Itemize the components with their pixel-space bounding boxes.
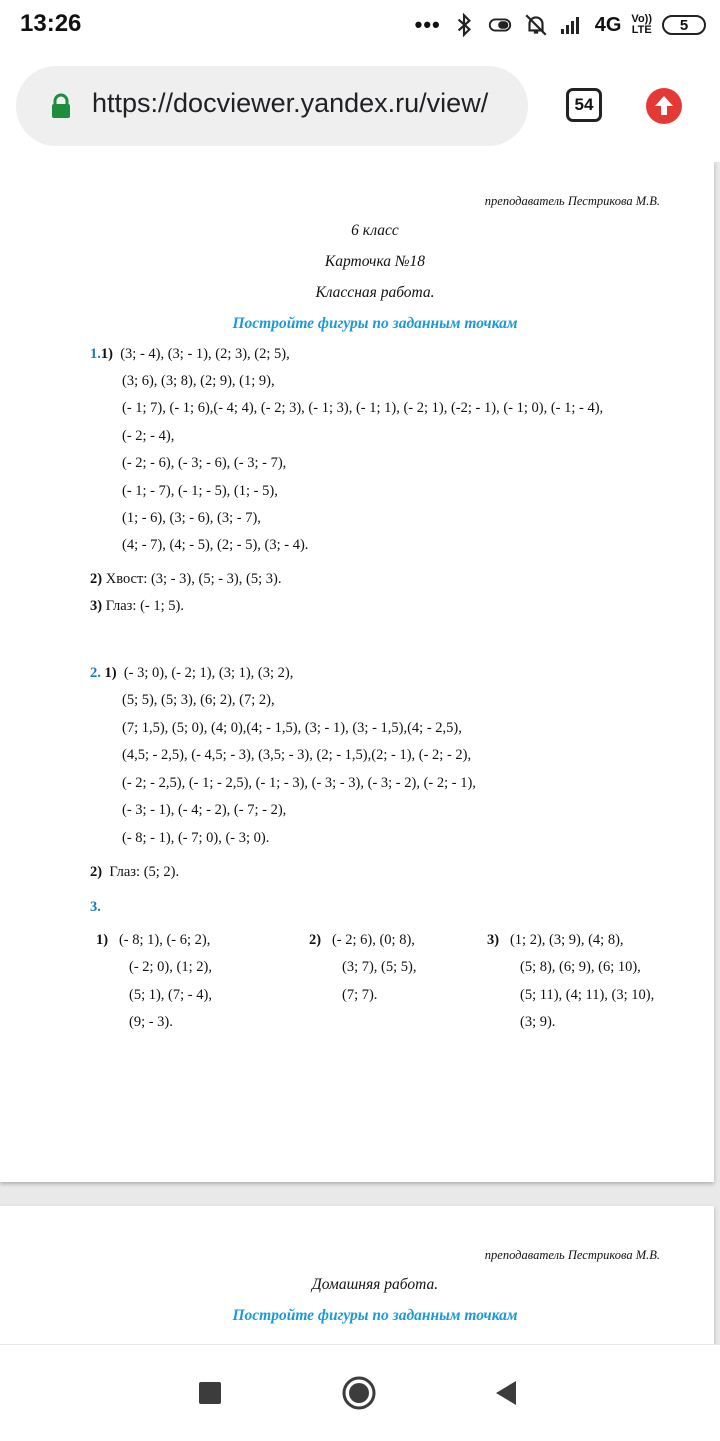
task2-line-7: (- 8; - 1), (- 7; 0), (- 3; 0). xyxy=(122,830,270,846)
status-icons xyxy=(415,10,706,40)
volte-top: Vo)) xyxy=(631,13,652,25)
battery-level: 5 xyxy=(679,16,689,34)
task1-points: (3; - 4), (3; - 1), (2; 3), (2; 5), xyxy=(120,346,290,362)
task1-sub2-label: 2) xyxy=(90,571,103,587)
task3-col1-line-4: (9; - 3). xyxy=(129,1014,173,1030)
task1-sub3-label: 3) xyxy=(90,598,103,614)
task2-line-6: (- 3; - 1), (- 4; - 2), (- 7; - 2), xyxy=(122,802,287,818)
battery-icon xyxy=(662,15,706,35)
task2-sub2-label: 2) xyxy=(90,864,103,880)
task3-col2-line-1 xyxy=(309,932,415,949)
task3-col1-label: 1) xyxy=(96,932,109,948)
task1-tail-text: Хвост: (3; - 3), (5; - 3), (5; 3). xyxy=(105,571,282,587)
task2-points: (- 3; 0), (- 2; 1), (3; 1), (3; 2), xyxy=(123,665,294,681)
task1-eye xyxy=(90,598,184,615)
task1-sub1-label: 1) xyxy=(100,346,113,362)
mute-bell-icon xyxy=(523,12,549,38)
url-text[interactable]: https://docviewer.yandex.ru/view/ xyxy=(92,88,489,118)
task3-col2-line-3: (7; 7). xyxy=(342,987,378,1003)
grade-label: 6 класс xyxy=(351,222,399,239)
task1-tail xyxy=(90,571,281,588)
task1-line-3: (- 1; 7), (- 1; 6),(- 4; 4), (- 2; 3), (- 1; 3), (- 1; 1), (- 2; 1), (-2; - 1), (- 1; 0), (- 1; - 4), xyxy=(122,400,604,416)
volte-bottom: LTE xyxy=(631,24,652,36)
tab-count: 54 xyxy=(574,95,594,114)
task2-line-5: (- 2; - 2,5), (- 1; - 2,5), (- 1; - 3), (- 3; - 3), (- 3; - 2), (- 2; - 1), xyxy=(122,775,476,791)
lock-icon xyxy=(50,93,72,119)
task2-eye-text: Глаз: (5; 2). xyxy=(109,864,180,880)
homework-label: Домашняя работа. xyxy=(311,1276,439,1293)
network-type: 4G xyxy=(594,13,622,36)
status-bar xyxy=(0,0,720,52)
signal-icon xyxy=(559,12,585,38)
task3-col1-points: (- 8; 1), (- 6; 2), xyxy=(118,932,211,948)
browser-toolbar xyxy=(0,52,720,162)
task1-line-8: (4; - 7), (4; - 5), (2; - 5), (3; - 4). xyxy=(122,537,309,553)
task3-number-text: 3. xyxy=(90,899,101,915)
document-page-1 xyxy=(0,162,714,1182)
task3-col3-line-2: (5; 8), (6; 9), (6; 10), xyxy=(520,959,641,975)
task-title-page2: Постройте фигуры по заданным точкам xyxy=(232,1307,518,1324)
task2-number: 2. xyxy=(90,665,101,681)
system-nav-bar xyxy=(0,1344,720,1441)
task1-line-6: (- 1; - 7), (- 1; - 5), (1; - 5), xyxy=(122,483,278,499)
task3-col3-line-1 xyxy=(487,932,624,949)
task3-col1-line-2: (- 2; 0), (1; 2), xyxy=(129,959,212,975)
task2-sub1-label: 1) xyxy=(104,665,117,681)
task3-col1-line-1 xyxy=(96,932,210,949)
home-button[interactable] xyxy=(342,1376,376,1410)
classwork-label: Классная работа. xyxy=(315,284,435,301)
task3-col3-line-3: (5; 11), (4; 11), (3; 10), xyxy=(520,987,655,1003)
task3-col2-points: (- 2; 6), (0; 8), xyxy=(331,932,415,948)
address-bar[interactable] xyxy=(16,66,528,146)
teacher-name-page2: преподаватель Пестрикова М.В. xyxy=(484,1248,660,1262)
task1-line-5: (- 2; - 6), (- 3; - 6), (- 3; - 7), xyxy=(122,455,287,471)
task1-line-4: (- 2; - 4), xyxy=(122,428,175,444)
document-page-2 xyxy=(0,1206,714,1344)
task3-number xyxy=(90,899,101,916)
task-title: Постройте фигуры по заданным точкам xyxy=(232,315,518,332)
task3-col3-points: (1; 2), (3; 9), (4; 8), xyxy=(509,932,624,948)
task3-col2-label: 2) xyxy=(309,932,322,948)
task3-col3-line-4: (3; 9). xyxy=(520,1014,556,1030)
recent-apps-button[interactable] xyxy=(199,1382,221,1404)
teacher-name: преподаватель Пестрикова М.В. xyxy=(484,194,660,208)
task1-line-2: (3; 6), (3; 8), (2; 9), (1; 9), xyxy=(122,373,275,389)
tab-switcher-button[interactable] xyxy=(566,88,602,122)
task2-line-1 xyxy=(90,665,293,682)
task2-eye xyxy=(90,864,179,881)
task3-col3-label: 3) xyxy=(487,932,500,948)
upload-button[interactable] xyxy=(646,88,682,124)
task2-line-3: (7; 1,5), (5; 0), (4; 0),(4; - 1,5), (3; - 1), (3; - 1,5),(4; - 2,5), xyxy=(122,720,462,736)
clock: 13:26 xyxy=(20,10,82,37)
task2-line-4: (4,5; - 2,5), (- 4,5; - 3), (3,5; - 3), (2; - 1,5),(2; - 1), (- 2; - 2), xyxy=(122,747,472,763)
card-title: Карточка №18 xyxy=(324,253,426,270)
task1-line-1 xyxy=(90,346,290,363)
task1-number: 1. xyxy=(90,346,101,362)
document-viewer[interactable] xyxy=(0,162,720,1344)
vibrate-icon xyxy=(487,12,513,38)
arrow-up-icon xyxy=(654,95,674,117)
task1-line-7: (1; - 6), (3; - 6), (3; - 7), xyxy=(122,510,261,526)
volte-indicator xyxy=(631,14,652,36)
task3-col1-line-3: (5; 1), (7; - 4), xyxy=(129,987,212,1003)
more-notifications-icon: ••• xyxy=(414,12,441,37)
task3-col2-line-2: (3; 7), (5; 5), xyxy=(342,959,417,975)
task2-line-2: (5; 5), (5; 3), (6; 2), (7; 2), xyxy=(122,692,275,708)
back-button[interactable] xyxy=(494,1380,518,1406)
bluetooth-icon xyxy=(451,12,477,38)
task1-eye-text: Глаз: (- 1; 5). xyxy=(105,598,184,614)
